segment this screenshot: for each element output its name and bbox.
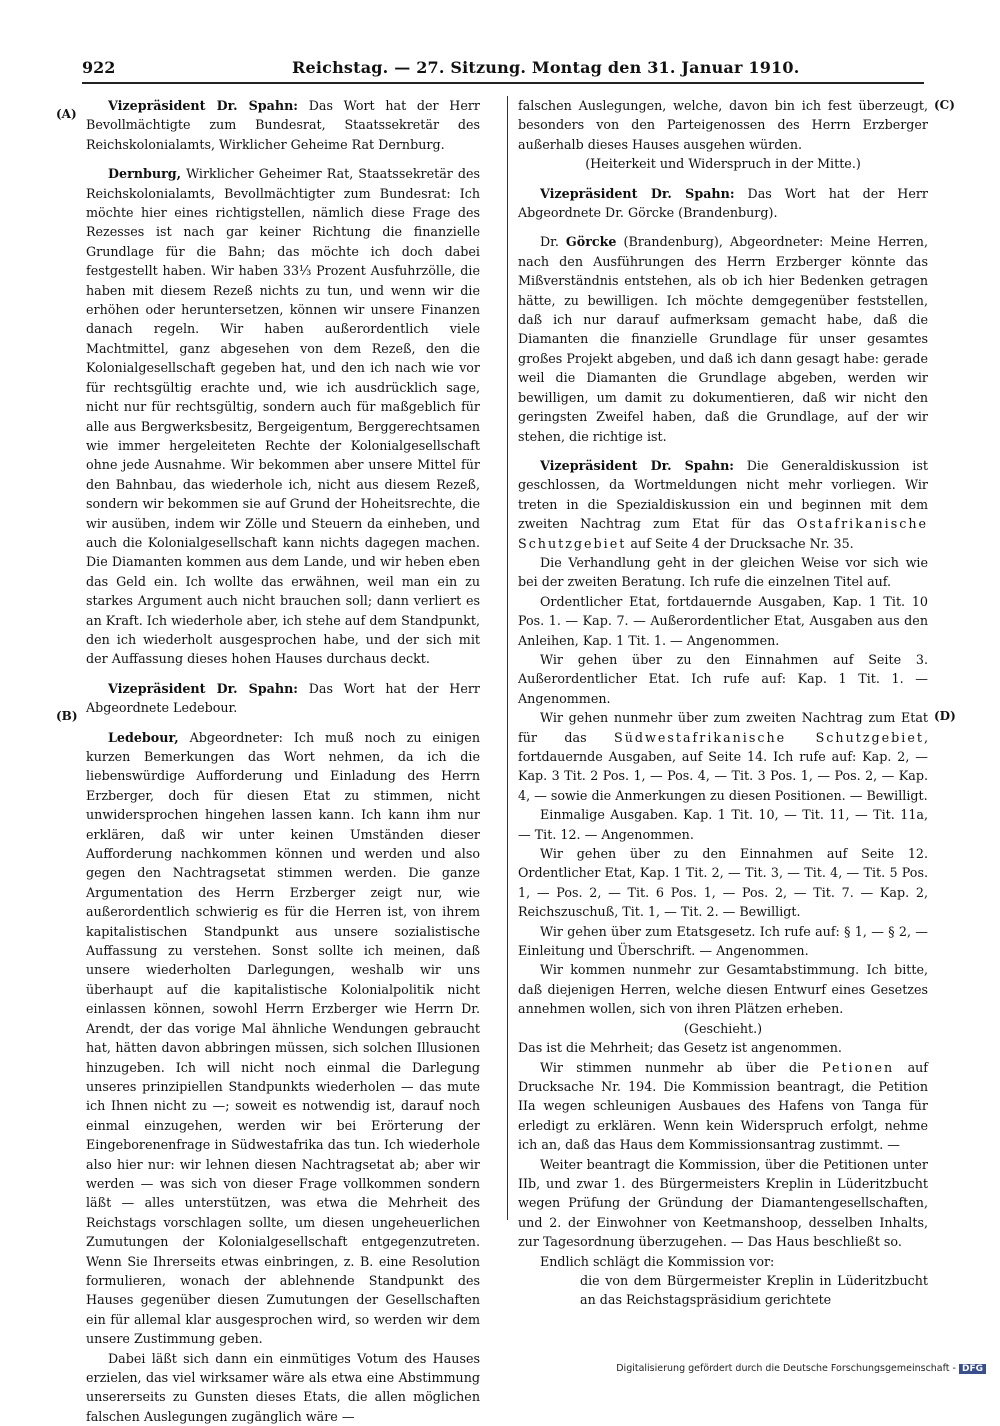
speech-text: Das Wort hat der Herr Abgeordnete Dr. Görcke (Brandenburg).: [518, 185, 928, 221]
paragraph: [518, 1058, 928, 1155]
paragraph: Wir kommen nunmehr zur Gesamtabstimmung. Ich bitte, daß diejenigen Herren, welche diesen Entwurf eines Gesetzes annehmen wollen, sich von ihren Plätzen erheben.: [518, 962, 928, 1017]
speech-text: Die Generaldiskussion ist geschlossen, da Wortmeldungen nicht mehr vorliegen. Wir treten in die Spezialdiskussion ein und beginnen mit dem zweiten Nachtrag zum Etat für das: [518, 457, 928, 532]
speech-text: Das Wort hat der Herr Bevollmächtigte zum Bundesrat, Staatssekretär des Reichskolonialamts, Wirklicher Geheime Rat Dernburg.: [86, 98, 480, 152]
paragraph: [518, 708, 928, 805]
margin-marker-d: (D): [934, 709, 956, 723]
speaker-name: Ledebour,: [108, 729, 179, 745]
speech-text: auf Drucksache Nr. 194. Die Kommission beantragt, die Petition IIa wegen schleunigen Ausbaues des Hafens von Tanga für erledigt zu erklären. Wenn kein Widerspruch erfolgt, nehme ich an, daß das Haus dem Kommissionsantrag zustimmt. —: [518, 1059, 929, 1153]
page-number: 922: [82, 58, 116, 77]
margin-marker-b: (B): [56, 709, 78, 723]
dfg-logo: DFG: [959, 1364, 986, 1374]
speaker-name: Görcke: [565, 234, 617, 250]
interjection: (Heiterkeit und Widerspruch in der Mitte.): [585, 156, 861, 172]
paragraph: Weiter beantragt die Kommission, über die Petitionen unter IIb, und zwar 1. des Bürgermeisters Kreplin in Lüderitzbucht wegen Prüfung der Gründung der Diamantengesellschaften, und 2. der Einwohner von Keetmanshoop, desselben Inhalts, zur Tagesordnung überzugehen. — Das Haus beschließt so.: [518, 1156, 928, 1250]
paragraph: [86, 728, 480, 1349]
paragraph: [518, 184, 928, 223]
paragraph: Wir gehen über zu den Einnahmen auf Seite 3. Außerordentlicher Etat. Ich rufe auf: Kap. 1 Tit. 1. — Angenommen.: [518, 651, 928, 706]
left-column: [86, 96, 480, 1426]
paragraph: Wir gehen über zu den Einnahmen auf Seite 12. Ordentlicher Etat, Kap. 1 Tit. 2, — Tit. 3, — Tit. 4, — Tit. 5 Pos. 1, — Pos. 2, — Tit. 6 Pos. 1, — Pos. 2, — Tit. 7. — Kap. 2, Reichszuschuß, Tit. 1, — Tit. 2. — Bewilligt.: [518, 846, 928, 920]
speech-text: Wirklicher Geheimer Rat, Staatssekretär des Reichskolonialamts, Bevollmächtigter zum Bundesrat: Ich möchte hier eines richtigstellen, nämlich diese Frage des Rezesses ist nach gar keiner Richtung die finanzielle Grundlage für die Bahn; das möchte ich doch dabei festgestellt haben. Wir haben 33⅓ Prozent Ausfuhrzölle, die haben mit diesem Rezeß nichts zu tun, und wenn wir die erhöhen oder heruntersetzen, können wir unsere Finanzen danach regeln. Wir haben außerordentlich viele Machtmittel, ganz abgesehen von dem Rezeß, den die Kolonialgesellschaft gegeben hat, und den ich nach wie vor für rechtsgültig erachte und, wie ich ausdrücklich sage, nicht nur für rechtsgültig, sondern auch für maßgeblich für alle aus Bergwerksbesitz, Bergeigentum, Berggerechtsamen wie immer hergeleiteten Rechte der Kolonialgesellschaft ohne jede Ausnahme. Wir bekommen aber unsere Mittel für den Bahnbau, das wiederhole ich, nicht aus diesem Rezeß, sondern wir bekommen sie auf Grund der Hoheitsrechte, die wir ausüben, indem wir Zölle und Steuern da einheben, und auch die Kolonialgesellschaft kann nichts dagegen machen. Die Diamanten kommen aus dem Lande, und wir heben eben das Geld ein. Ich wollte das erwähnen, weil man ein zu starkes Argument auch nicht brauchen soll; dann verliert es an Kraft. Ich wiederhole aber, ich stehe auf dem Standpunkt, den ich wiederholt ausgesprochen habe, und der sich mit der Auffassung dieses hohen Hauses durchaus deckt.: [86, 166, 480, 667]
paragraph: [86, 1349, 480, 1426]
running-title: Reichstag. — 27. Sitzung. Montag den 31. Januar 1910.: [292, 58, 800, 77]
column-divider: [507, 96, 508, 1220]
right-column: [518, 96, 928, 1310]
speaker-title: Dr.: [540, 234, 566, 250]
speech-text: auf Seite 4 der Drucksache Nr. 35.: [626, 535, 854, 551]
paragraph: Einmalige Ausgaben. Kap. 1 Tit. 10, — Tit. 11, — Tit. 11a, — Tit. 12. — Angenommen.: [518, 807, 928, 842]
speaker-name: Vizepräsident Dr. Spahn:: [540, 457, 734, 473]
paragraph: Endlich schlägt die Kommission vor:: [540, 1253, 775, 1269]
interjection: (Geschieht.): [683, 1020, 763, 1036]
spaced-term: Ostafrikanische Schutzgebiet: [518, 516, 928, 551]
margin-marker-a: (A): [56, 107, 77, 121]
paragraph: Wir gehen über zum Etatsgesetz. Ich rufe auf: § 1, — § 2, — Einleitung und Überschrift. — Angenommen.: [518, 923, 928, 959]
speech-text: Das Wort hat der Herr Abgeordnete Ledebour.: [86, 680, 480, 716]
paragraph: [518, 456, 928, 553]
speaker-name: Vizepräsident Dr. Spahn:: [540, 185, 735, 201]
paragraph: [518, 232, 928, 445]
speech-text: Wir gehen nunmehr über zum zweiten Nachtrag zum Etat für das: [518, 710, 928, 745]
digitization-footer: [616, 1363, 986, 1374]
spaced-term: Südwestafrikanische Schutzgebiet: [614, 729, 924, 745]
paragraph: [86, 164, 480, 669]
speaker-name: Vizepräsident Dr. Spahn:: [108, 680, 298, 696]
speaker-name: Vizepräsident Dr. Spahn:: [108, 98, 298, 113]
paragraph: [86, 679, 480, 718]
footer-text: Digitalisierung gefördert durch die Deutsche Forschungsgemeinschaft -: [616, 1363, 956, 1374]
paragraph: Ordentlicher Etat, fortdauernde Ausgaben, Kap. 1 Tit. 10 Pos. 1. — Kap. 7. — Außerordentlicher Etat, Ausgaben aus den Anleihen, Kap. 1 Tit. 1. — Angenommen.: [518, 593, 928, 648]
paragraph: [518, 96, 928, 154]
speaker-name: Dernburg,: [108, 166, 182, 182]
spaced-term: Petionen: [822, 1059, 895, 1075]
paragraph: [86, 96, 480, 154]
speech-text: Abgeordneter: Ich muß noch zu einigen kurzen Bemerkungen das Wort nehmen, da ich die liebenswürdige Aufforderung und Einladung des Herrn Erzberger, doch für diesen Etat zu stimmen, nicht unwidersprochen hingehen lassen kann. Ich kann ihm nur erklären, daß wir unter keinen Umständen dieser Aufforderung nachkommen können und werden und also gegen den Nachtragsetat stimmen werden. Die ganze Argumentation des Herrn Erzberger zeigt nur, wie außerordentlich schwierig es für die Herren ist, von ihrem kapitalistischen Standpunkt aus unsere sozialistische Auffassung zu verstehen. Sonst sollte ich meinen, daß unsere wiederholten Darlegungen, weshalb wir uns überhaupt auf die kapitalistische Kolonialpolitik nicht einlassen können, sowohl Herrn Erzberger wie Herrn Dr. Arendt, der das vorige Mal ähnliche Wendungen gebraucht hat, hätten davon abbringen müssen, sich solchen Illusionen hinzugeben. Ich will nicht noch einmal die Darlegung unseres prinzipiellen Standpunkts wiederholen — das mute ich Ihnen nicht zu —; soweit es notwendig ist, darauf noch einmal einzugehen, werden wir bei Erörterung der Eingeborenenfrage in Südwestafrika das tun. Ich wiederhole also hier nur: wir lehnen diesen Nachtragsetat ab; aber wir werden — was sich von dieser Frage vollkommen sondern läßt — alles unterstützen, was etwa die Mehrheit des Reichstags vorschlagen sollte, um diesen ungeheuerlichen Zumutungen der Kolonialgesellschaft entgegenzutreten. Wenn Sie Ihrerseits etwas einbringen, z. B. eine Resolution formulieren, wonach der ablehnende Standpunkt des Hauses gegenüber diesen Zumutungen der Gesellschaften ein für allemal klar ausgesprochen wird, so werden wir dem unsere Zustimmung geben.: [86, 729, 480, 1347]
speech-text: , fortdauernde Ausgaben, auf Seite 14. Ich rufe auf: Kap. 2, — Kap. 3 Tit. 2 Pos. 1, — Pos. 4, — Tit. 3 Pos. 1, — Pos. 2, — Kap. 4, — sowie die Anmerkungen zu diesen Positionen. — Bewilligt.: [518, 729, 928, 803]
speech-text: (Brandenburg), Abgeordneter: Meine Herren, nach den Ausführungen des Herrn Erzberger könnte das Mißverständnis entstehen, als ob ich hier Bedenken getragen hätte, zu bewilligen. Ich möchte demgegenüber feststellen, daß ich nur darauf aufmerksam gemacht habe, daß die Diamanten die finanzielle Grundlage für unser gesamtes großes Projekt abgeben, und daß ich dann gesagt habe: gerade weil die Diamanten die Grundlage abgeben, werden wir bewilligen, um damit zu dokumentieren, daß wir nicht den geringsten Zweifel haben, daß die Grundlage, auf der wir stehen, die richtige ist.: [518, 234, 928, 444]
margin-marker-c: (C): [934, 98, 955, 112]
speech-text: Dabei läßt sich dann ein einmütiges Votum des Hauses erzielen, das viel wirksamer wäre als etwa eine Abstimmung unsererseits zu Gunsten dieses Etats, die allen möglichen falschen Auslegungen zugänglich wäre —: [86, 1350, 480, 1424]
quoted-motion: die von dem Bürgermeister Kreplin in Lüderitzbucht an das Reichstagspräsidium gerichtete: [580, 1272, 928, 1308]
page-header: [82, 56, 924, 84]
paragraph: Das ist die Mehrheit; das Gesetz ist angenommen.: [518, 1040, 842, 1056]
paragraph: Die Verhandlung geht in der gleichen Weise vor sich wie bei der zweiten Beratung. Ich rufe die einzelnen Titel auf.: [518, 554, 928, 590]
speech-text: Wir stimmen nunmehr ab über die: [540, 1059, 823, 1075]
speech-text: falschen Auslegungen, welche, davon bin ich fest überzeugt, besonders von den Parteigenossen des Herrn Erzberger außerhalb dieses Hauses ausgehen würden.: [518, 98, 928, 152]
